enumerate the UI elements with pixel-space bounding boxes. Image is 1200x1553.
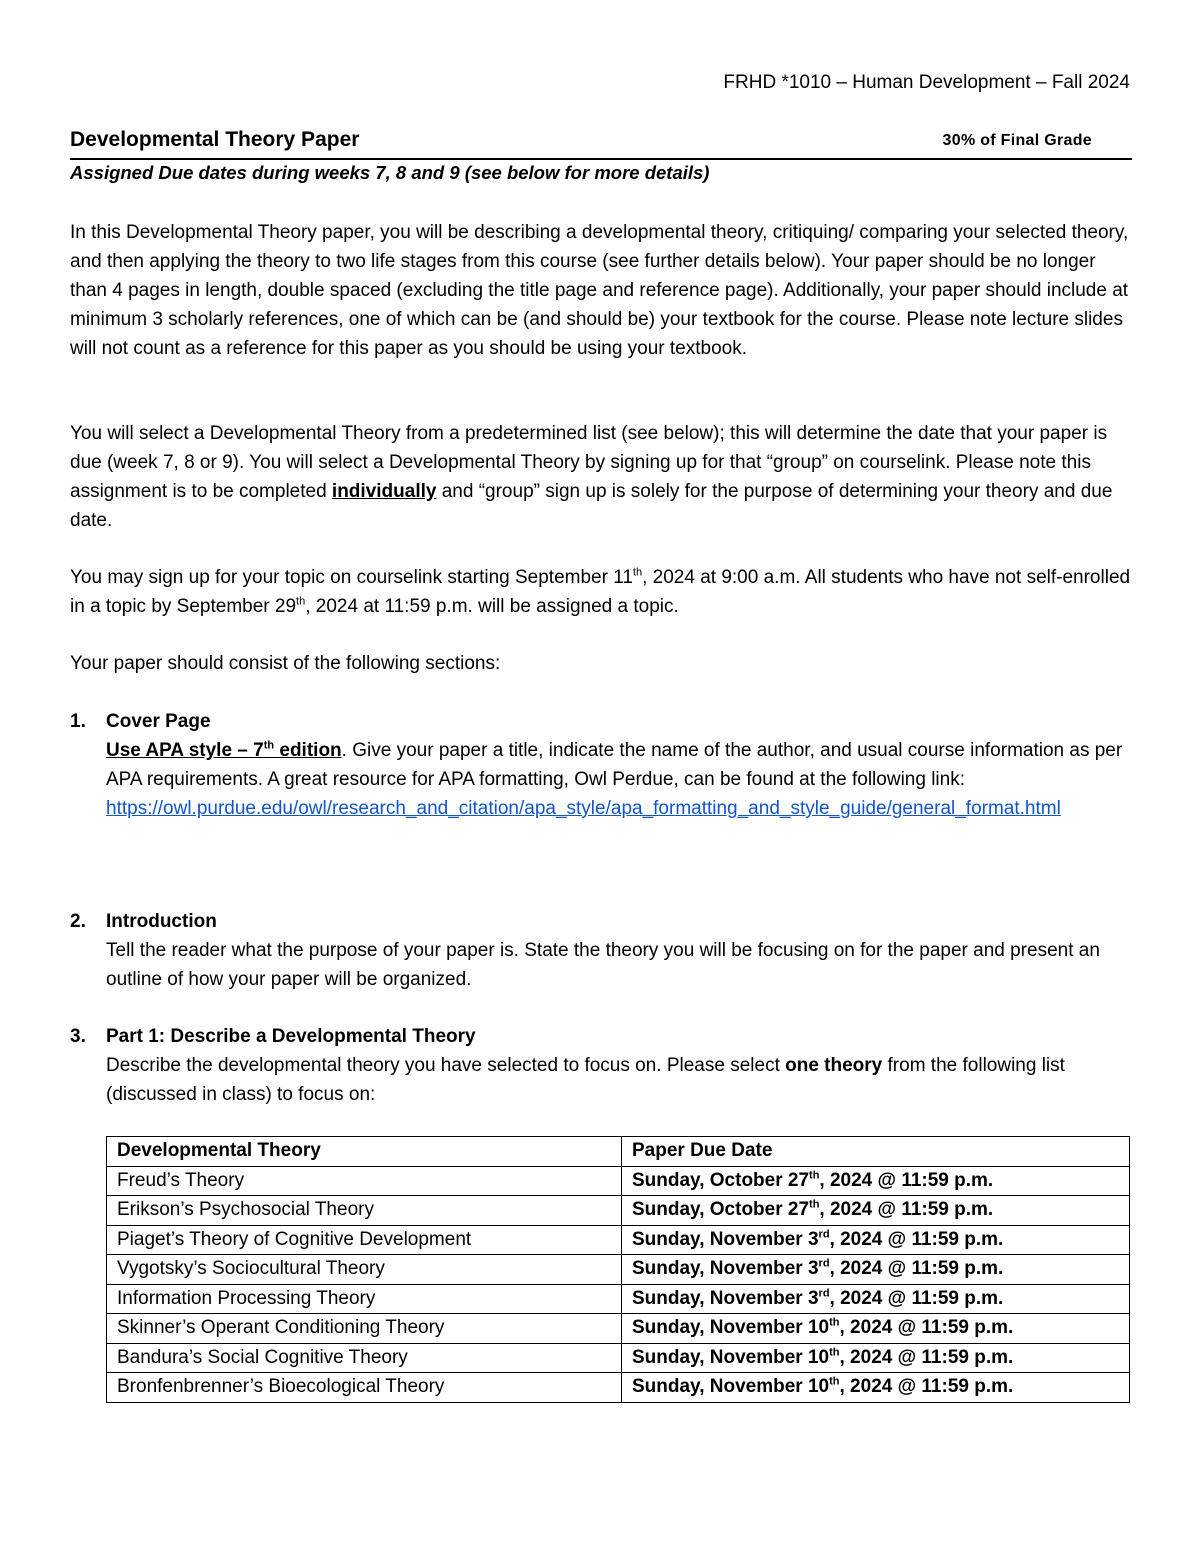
- theory-due-date-table: [106, 1136, 1130, 1403]
- grade-weight: 30% of Final Grade: [942, 132, 1092, 149]
- due-day: Sunday, November 10: [632, 1317, 830, 1339]
- section-number: 3.: [70, 1026, 86, 1047]
- due-date-cell: [622, 1314, 1130, 1344]
- section-text: [106, 736, 1132, 794]
- individually-emphasis: individually: [331, 481, 437, 502]
- section-text: Tell the reader what the purpose of your paper is. State the theory you will be focusing on for the paper and present an outline of how your paper will be organized.: [106, 940, 1100, 990]
- due-date-cell: [622, 1255, 1130, 1285]
- signup-sup-2: th: [296, 595, 306, 608]
- due-date-cell: [622, 1343, 1130, 1373]
- due-time: , 2024 @ 11:59 p.m.: [839, 1376, 1014, 1398]
- signup-sup-1: th: [632, 566, 643, 579]
- table-row: [107, 1166, 1130, 1196]
- section-heading: Cover Page: [106, 711, 211, 732]
- table-row: [107, 1255, 1130, 1285]
- due-time: , 2024 @ 11:59 p.m.: [829, 1228, 1004, 1250]
- due-date-cell: [622, 1225, 1130, 1255]
- section-heading: Part 1: Describe a Developmental Theory: [106, 1026, 476, 1047]
- due-day: Sunday, November 10: [632, 1376, 830, 1398]
- theory-cell: Skinner’s Operant Conditioning Theory: [107, 1314, 622, 1344]
- section-body: [106, 907, 1132, 994]
- due-day-suffix: rd: [818, 1228, 830, 1241]
- table-row: [107, 1373, 1130, 1403]
- due-day-suffix: th: [809, 1169, 820, 1182]
- due-day: Sunday, November 10: [632, 1346, 830, 1368]
- apa-text-a: Use APA style – 7: [106, 740, 264, 761]
- due-day: Sunday, October 27: [632, 1199, 810, 1221]
- signup-text-3: , 2024 at 11:59 p.m. will be assigned a topic.: [305, 596, 679, 617]
- theory-cell: Bandura’s Social Cognitive Theory: [107, 1343, 622, 1373]
- due-day-suffix: th: [829, 1346, 840, 1359]
- due-day-suffix: rd: [818, 1287, 830, 1300]
- part1-text-before: Describe the developmental theory you have selected to focus on. Please select: [106, 1055, 786, 1076]
- due-time: , 2024 @ 11:59 p.m.: [819, 1199, 994, 1221]
- due-day: Sunday, November 3: [632, 1287, 819, 1309]
- section-number: 1.: [70, 711, 86, 732]
- signup-text-2: , 2024 at 9:00 a.m. All students who have not self-enrolled in a topic by September 29: [70, 567, 1131, 617]
- selection-text-before: You will select a Developmental Theory from a predetermined list (see below); this will determine the date that your paper is due (week 7, 8 or 9). You will select a Developmental Theory by signing up for that “group” on courselink. Please note this assignment is to be completed: [70, 423, 1108, 502]
- table-row: [107, 1314, 1130, 1344]
- section-text: [106, 1051, 1132, 1109]
- apa-sup: th: [263, 739, 275, 752]
- due-time: , 2024 @ 11:59 p.m.: [829, 1287, 1004, 1309]
- cover-page-text: . Give your paper a title, indicate the name of the author, and usual course information as per APA requirements. A great resource for APA formatting, Owl Perdue, can be found at the following link:: [106, 740, 1123, 790]
- section-body: [106, 707, 1132, 823]
- intro-paragraph: In this Developmental Theory paper, you will be describing a developmental theory, critiquing/ comparing your selected theory, and then applying the theory to two life stages from this course (see further details below). Your paper should be no longer than 4 pages in length, double spaced (excluding the title page and reference page). Additionally, your paper should include at minimum 3 scholarly references, one of which can be (and should be) your textbook for the course. Please note lecture slides will not count as a reference for this paper as you should be using your textbook.: [70, 222, 1129, 359]
- table-row: [107, 1343, 1130, 1373]
- theory-cell: Information Processing Theory: [107, 1284, 622, 1314]
- selection-paragraph: [70, 419, 1132, 535]
- section-heading: Introduction: [106, 911, 217, 932]
- column-header-theory: Developmental Theory: [107, 1137, 622, 1167]
- course-header: FRHD *1010 – Human Development – Fall 2024: [723, 72, 1130, 93]
- document-title: Developmental Theory Paper: [70, 128, 360, 151]
- title-row: [70, 128, 1132, 160]
- due-date-cell: [622, 1196, 1130, 1226]
- due-day-suffix: th: [829, 1316, 840, 1329]
- due-day: Sunday, November 3: [632, 1258, 819, 1280]
- due-time: , 2024 @ 11:59 p.m.: [819, 1169, 994, 1191]
- due-day-suffix: rd: [818, 1257, 830, 1270]
- due-day-suffix: th: [829, 1375, 840, 1388]
- theory-cell: Freud’s Theory: [107, 1166, 622, 1196]
- due-dates-note: Assigned Due dates during weeks 7, 8 and 9 (see below for more details): [70, 162, 710, 183]
- theory-cell: Erikson’s Psychosocial Theory: [107, 1196, 622, 1226]
- due-time: , 2024 @ 11:59 p.m.: [829, 1258, 1004, 1280]
- due-day-suffix: th: [809, 1198, 820, 1211]
- apa-text-b: edition: [274, 740, 342, 761]
- section-number: 2.: [70, 911, 86, 932]
- section-body: [106, 1022, 1132, 1109]
- table-row: [107, 1196, 1130, 1226]
- theory-cell: Piaget’s Theory of Cognitive Development: [107, 1225, 622, 1255]
- theory-cell: Bronfenbrenner’s Bioecological Theory: [107, 1373, 622, 1403]
- one-theory-emphasis: one theory: [785, 1055, 883, 1076]
- signup-text-1: You may sign up for your topic on courselink starting September 11: [70, 567, 633, 588]
- signup-paragraph: [70, 563, 1132, 621]
- part1-text-after: from the following list (discussed in class) to focus on:: [106, 1055, 1065, 1105]
- sections-intro: Your paper should consist of the following sections:: [70, 653, 501, 674]
- due-time: , 2024 @ 11:59 p.m.: [839, 1317, 1014, 1339]
- due-date-cell: [622, 1284, 1130, 1314]
- due-day: Sunday, November 3: [632, 1228, 819, 1250]
- owl-purdue-link[interactable]: https://owl.purdue.edu/owl/research_and_citation/apa_style/apa_formatting_and_style_guide/general_format.html: [106, 798, 1061, 819]
- table-header-row: [107, 1137, 1130, 1167]
- table-row: [107, 1225, 1130, 1255]
- due-date-cell: [622, 1373, 1130, 1403]
- table-row: [107, 1284, 1130, 1314]
- theory-cell: Vygotsky’s Sociocultural Theory: [107, 1255, 622, 1285]
- due-day: Sunday, October 27: [632, 1169, 810, 1191]
- due-time: , 2024 @ 11:59 p.m.: [839, 1346, 1014, 1368]
- selection-text-after: and “group” sign up is solely for the purpose of determining your theory and due date.: [70, 481, 1113, 531]
- column-header-due-date: Paper Due Date: [622, 1137, 1130, 1167]
- due-date-cell: [622, 1166, 1130, 1196]
- apa-style-emphasis: [106, 740, 342, 761]
